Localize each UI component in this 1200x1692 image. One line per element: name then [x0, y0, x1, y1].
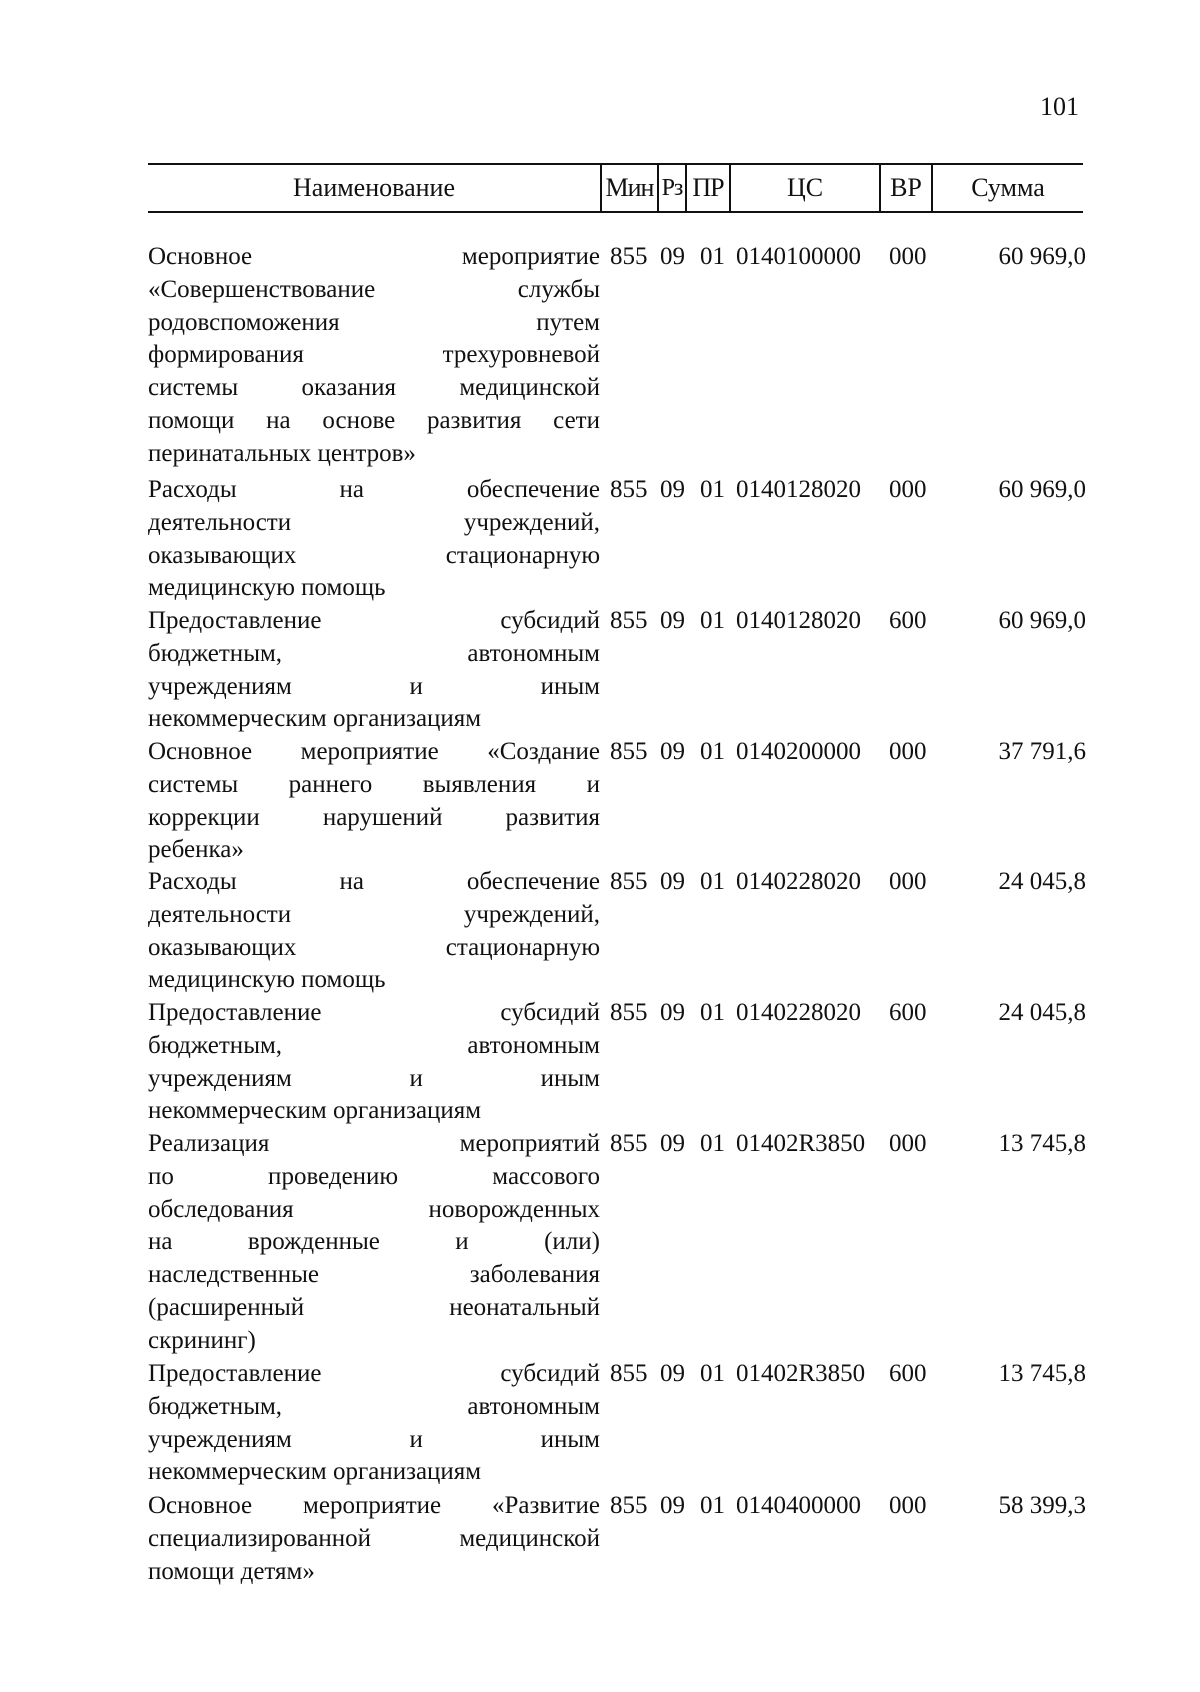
row-name-line: медицинскую помощь [148, 966, 386, 994]
row-name-line: Расходы на обеспечение [148, 476, 600, 503]
row-name-line: формирования трехуровневой [148, 341, 600, 369]
row-name-line: на врожденные и (или) [148, 1228, 600, 1256]
row-min: 855 [610, 476, 648, 503]
row-name-line: помощи детям» [148, 1557, 315, 1585]
row-cs: 0140228020 [736, 868, 861, 895]
row-min: 855 [610, 243, 648, 270]
row-cs: 01402R3850 [736, 1360, 866, 1387]
row-name-line: специализированной медицинской [148, 1524, 600, 1552]
row-cs: 0140128020 [736, 607, 861, 634]
row-name-line: учреждениям и иным [148, 1425, 600, 1453]
row-name-line: (расширенный неонатальный [148, 1293, 600, 1321]
row-name-line: обследования новорожденных [148, 1195, 600, 1223]
row-vr: 600 [889, 1360, 927, 1387]
row-rz: 09 [660, 607, 685, 634]
row-rz: 09 [660, 1130, 685, 1157]
row-min: 855 [610, 1130, 648, 1157]
row-pr: 01 [700, 738, 725, 765]
row-min: 855 [610, 999, 648, 1026]
row-sum: 24 045,8 [998, 999, 1086, 1026]
row-sum: 13 745,8 [998, 1130, 1086, 1157]
row-name [148, 605, 600, 736]
row-rz: 09 [660, 243, 685, 270]
row-vr: 000 [889, 1492, 927, 1519]
row-pr: 01 [700, 243, 725, 270]
header-name: Наименование [293, 173, 455, 202]
row-vr: 000 [889, 868, 927, 895]
row-name-line: некоммерческим организациям [148, 1458, 482, 1486]
row-name-line: ребенка» [148, 836, 244, 864]
row-name-line: Расходы на обеспечение [148, 868, 600, 895]
row-name-line: Реализация мероприятий [148, 1130, 600, 1157]
row-pr: 01 [700, 1492, 725, 1519]
row-name-line: оказывающих стационарную [148, 933, 600, 961]
row-name-line: Основное мероприятие «Создание [148, 738, 600, 765]
page-number: 101 [1040, 92, 1079, 121]
row-vr: 000 [889, 243, 927, 270]
row-vr: 600 [889, 607, 927, 634]
row-rz: 09 [660, 1492, 685, 1519]
row-name-line: системы раннего выявления и [148, 770, 600, 798]
header-vr: ВР [879, 165, 931, 211]
row-name [148, 1490, 600, 1588]
row-name-line: бюджетным, автономным [148, 1392, 600, 1420]
row-sum: 37 791,6 [998, 738, 1086, 765]
row-sum: 13 745,8 [998, 1360, 1086, 1387]
row-name-line: бюджетным, автономным [148, 639, 600, 667]
row-name-line: Предоставление субсидий [148, 1360, 600, 1387]
row-pr: 01 [700, 868, 725, 895]
row-name-line: наследственные заболевания [148, 1261, 600, 1289]
row-name [148, 474, 600, 605]
row-name-line: Предоставление субсидий [148, 999, 600, 1026]
row-name-line: бюджетным, автономным [148, 1031, 600, 1059]
row-rz: 09 [660, 738, 685, 765]
row-min: 855 [610, 1360, 648, 1387]
row-name-line: помощи на основе развития сети [148, 406, 600, 434]
row-name [148, 736, 600, 867]
row-name-line: медицинскую помощь [148, 574, 386, 602]
table-header [148, 163, 1083, 213]
row-rz: 09 [660, 1360, 685, 1387]
header-min: Мин [600, 165, 657, 211]
row-name-line: деятельности учреждений, [148, 508, 600, 536]
row-cs: 0140128020 [736, 476, 861, 503]
row-name-line: скрининг) [148, 1326, 256, 1354]
row-name-line: оказывающих стационарную [148, 541, 600, 569]
row-name-line: Основное мероприятие [148, 243, 600, 270]
row-sum: 24 045,8 [998, 868, 1086, 895]
row-name-line: Предоставление субсидий [148, 607, 600, 634]
row-name-line: некоммерческим организациям [148, 705, 482, 733]
header-cs: ЦС [729, 165, 879, 211]
row-name [148, 997, 600, 1128]
header-pr: ПР [685, 165, 729, 211]
row-name-line: деятельности учреждений, [148, 900, 600, 928]
row-name-line: учреждениям и иным [148, 1064, 600, 1092]
row-pr: 01 [700, 1360, 725, 1387]
row-name-line: учреждениям и иным [148, 672, 600, 700]
row-sum: 60 969,0 [998, 243, 1086, 270]
row-min: 855 [610, 1492, 648, 1519]
row-vr: 600 [889, 999, 927, 1026]
row-cs: 0140400000 [736, 1492, 861, 1519]
row-vr: 000 [889, 476, 927, 503]
row-name-line: перинатальных центров» [148, 439, 416, 467]
row-sum: 60 969,0 [998, 607, 1086, 634]
row-rz: 09 [660, 868, 685, 895]
row-name-line: некоммерческим организациям [148, 1097, 482, 1125]
row-min: 855 [610, 607, 648, 634]
row-rz: 09 [660, 999, 685, 1026]
row-name-line: родовспоможения путем [148, 308, 600, 336]
row-name [148, 241, 600, 471]
row-name-line: Основное мероприятие «Развитие [148, 1492, 600, 1519]
row-name [148, 1358, 600, 1489]
row-sum: 60 969,0 [998, 476, 1086, 503]
row-name-line: по проведению массового [148, 1162, 600, 1190]
row-name-line: «Совершенствование службы [148, 275, 600, 303]
row-cs: 0140228020 [736, 999, 861, 1026]
row-vr: 000 [889, 738, 927, 765]
row-pr: 01 [700, 1130, 725, 1157]
row-rz: 09 [660, 476, 685, 503]
row-pr: 01 [700, 999, 725, 1026]
row-pr: 01 [700, 476, 725, 503]
header-sum: Сумма [931, 165, 1083, 211]
row-pr: 01 [700, 607, 725, 634]
row-name-line: системы оказания медицинской [148, 374, 600, 402]
row-sum: 58 399,3 [998, 1492, 1086, 1519]
row-name-line: коррекции нарушений развития [148, 803, 600, 831]
row-name [148, 866, 600, 997]
header-rz: Рз [657, 165, 685, 211]
row-cs: 01402R3850 [736, 1130, 866, 1157]
row-cs: 0140200000 [736, 738, 861, 765]
row-min: 855 [610, 868, 648, 895]
row-min: 855 [610, 738, 648, 765]
row-cs: 0140100000 [736, 243, 861, 270]
row-name [148, 1128, 600, 1358]
row-vr: 000 [889, 1130, 927, 1157]
